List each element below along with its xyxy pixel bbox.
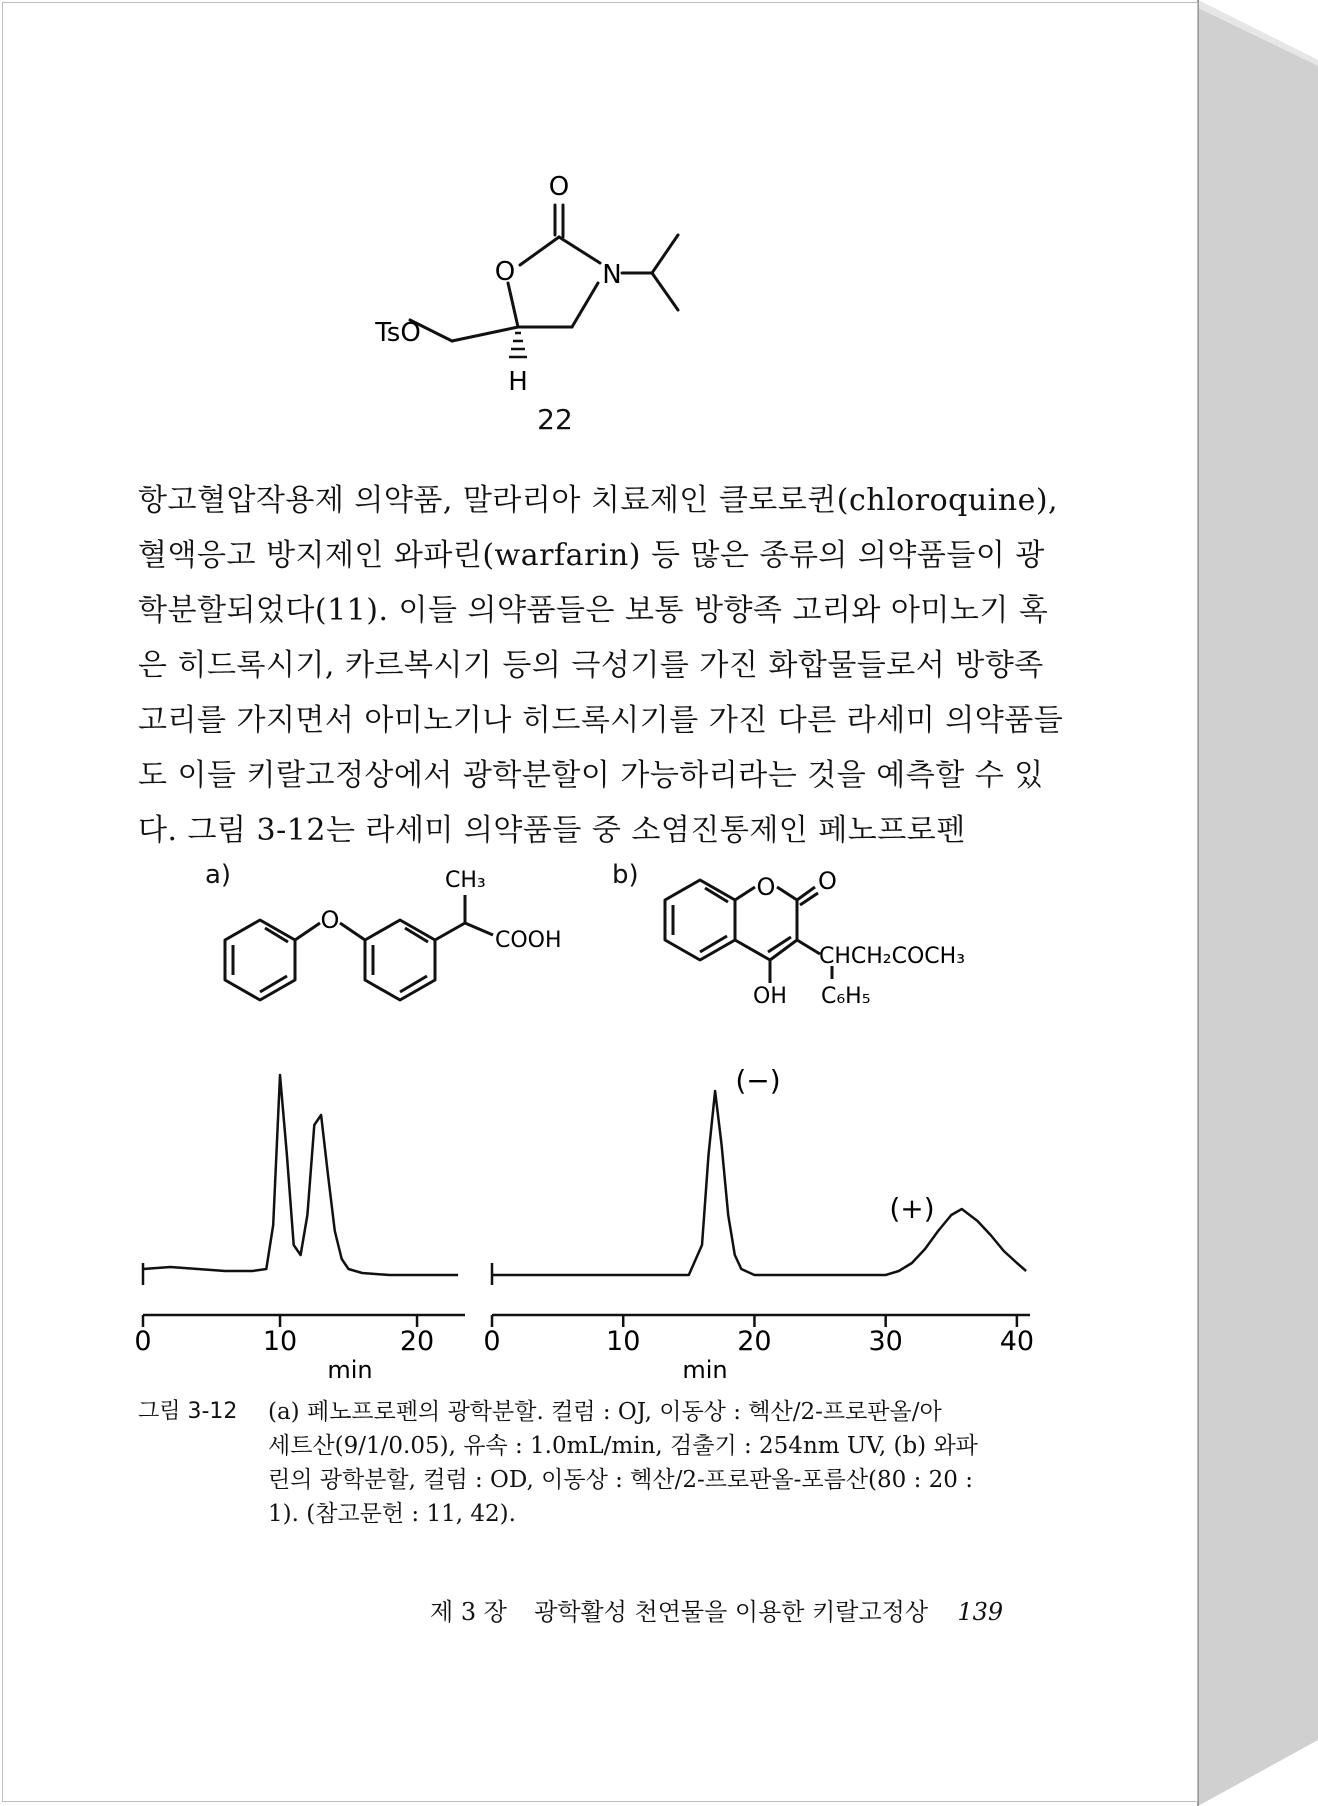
warfarin-structure bbox=[655, 855, 985, 1025]
n-label: N bbox=[602, 260, 622, 290]
chromatogram-trace bbox=[143, 1075, 458, 1275]
ether-o-label: O bbox=[320, 906, 340, 934]
x-tick-label: 30 bbox=[868, 1326, 903, 1357]
x-tick-label: 20 bbox=[399, 1326, 435, 1357]
side-chain-label: CHCH₂COCH₃ bbox=[819, 944, 966, 969]
ring-o-label: O bbox=[494, 257, 516, 287]
caption-line: (a) 페노프로펜의 광학분할. 컬럼 : OJ, 이동상 : 헥산/2-프로판올/아 bbox=[268, 1399, 942, 1425]
book-page-edge bbox=[1198, 0, 1318, 1806]
oxazolidinone-structure bbox=[375, 165, 720, 397]
text-line: 다. 그림 3-12는 라세미 의약품들 중 소염진통제인 페노프로펜 bbox=[138, 813, 966, 848]
x-tick-label: 20 bbox=[737, 1326, 772, 1357]
panel-a-label: a) bbox=[205, 860, 232, 890]
cooh-label: COOH bbox=[495, 928, 562, 953]
chromatogram-trace bbox=[492, 1091, 1026, 1275]
phenyl-label: C₆H₅ bbox=[821, 984, 871, 1009]
chromatogram-figure bbox=[0, 1040, 1100, 1384]
x-axis-label: min bbox=[327, 1356, 373, 1384]
chromatogram-b bbox=[483, 1091, 1034, 1384]
tso-label: TsO bbox=[375, 318, 421, 348]
caption-line: 세트산(9/1/0.05), 유속 : 1.0mL/min, 검출기 : 254nm UV, (b) 와파 bbox=[268, 1433, 978, 1459]
ring-o-label: O bbox=[756, 873, 776, 901]
x-tick-label: 10 bbox=[262, 1326, 298, 1357]
caption-line: 1). (참고문헌 : 11, 42). bbox=[268, 1501, 516, 1527]
chromatogram-a bbox=[134, 1075, 465, 1384]
h-label: H bbox=[508, 367, 528, 397]
x-axis-label: min bbox=[682, 1356, 728, 1384]
text-line: 학분할되었다(11). 이들 의약품들은 보통 방향족 고리와 아미노기 혹 bbox=[138, 593, 1049, 628]
chapter-title: 광학활성 천연물을 이용한 키랄고정상 bbox=[534, 1598, 929, 1626]
peak-label-minus: (−) bbox=[735, 1064, 781, 1097]
oh-label: OH bbox=[753, 984, 787, 1009]
text-line: 고리를 가지면서 아미노기나 히드록시기를 가진 다른 라세미 의약품들 bbox=[138, 703, 1064, 738]
x-tick-label: 10 bbox=[606, 1326, 641, 1357]
fenoprofen-structure bbox=[215, 855, 595, 1005]
ch3-label: CH₃ bbox=[445, 868, 486, 893]
compound-number: 22 bbox=[537, 403, 573, 436]
text-line: 항고혈압작용제 의약품, 말라리아 치료제인 클로로퀸(chloroquine), bbox=[138, 483, 1059, 518]
caption-label: 그림 3-12 bbox=[138, 1399, 238, 1424]
text-line: 은 히드록시기, 카르복시기 등의 극성기를 가진 화합물들로서 방향족 bbox=[138, 648, 1044, 683]
chapter-number: 제 3 장 bbox=[430, 1598, 507, 1626]
caption-line: 린의 광학분할, 컬럼 : OD, 이동상 : 헥산/2-프로판올-포름산(80 : 20 : bbox=[268, 1467, 973, 1493]
x-tick-label: 0 bbox=[483, 1326, 501, 1357]
carbonyl-o-label: O bbox=[548, 172, 570, 202]
x-tick-label: 0 bbox=[134, 1326, 152, 1357]
text-line: 도 이들 키랄고정상에서 광학분할이 가능하리라는 것을 예측할 수 있 bbox=[138, 758, 1044, 793]
lactone-carbonyl-o-label: O bbox=[818, 867, 837, 895]
panel-b-label: b) bbox=[612, 860, 639, 890]
peak-label-plus: (+) bbox=[889, 1192, 935, 1225]
page-number: 139 bbox=[957, 1598, 1004, 1626]
body-paragraph bbox=[138, 473, 1063, 858]
text-line: 혈액응고 방지제인 와파린(warfarin) 등 많은 종류의 의약품들이 광 bbox=[138, 538, 1045, 573]
running-footer bbox=[430, 1592, 1003, 1627]
x-tick-label: 40 bbox=[999, 1326, 1035, 1357]
